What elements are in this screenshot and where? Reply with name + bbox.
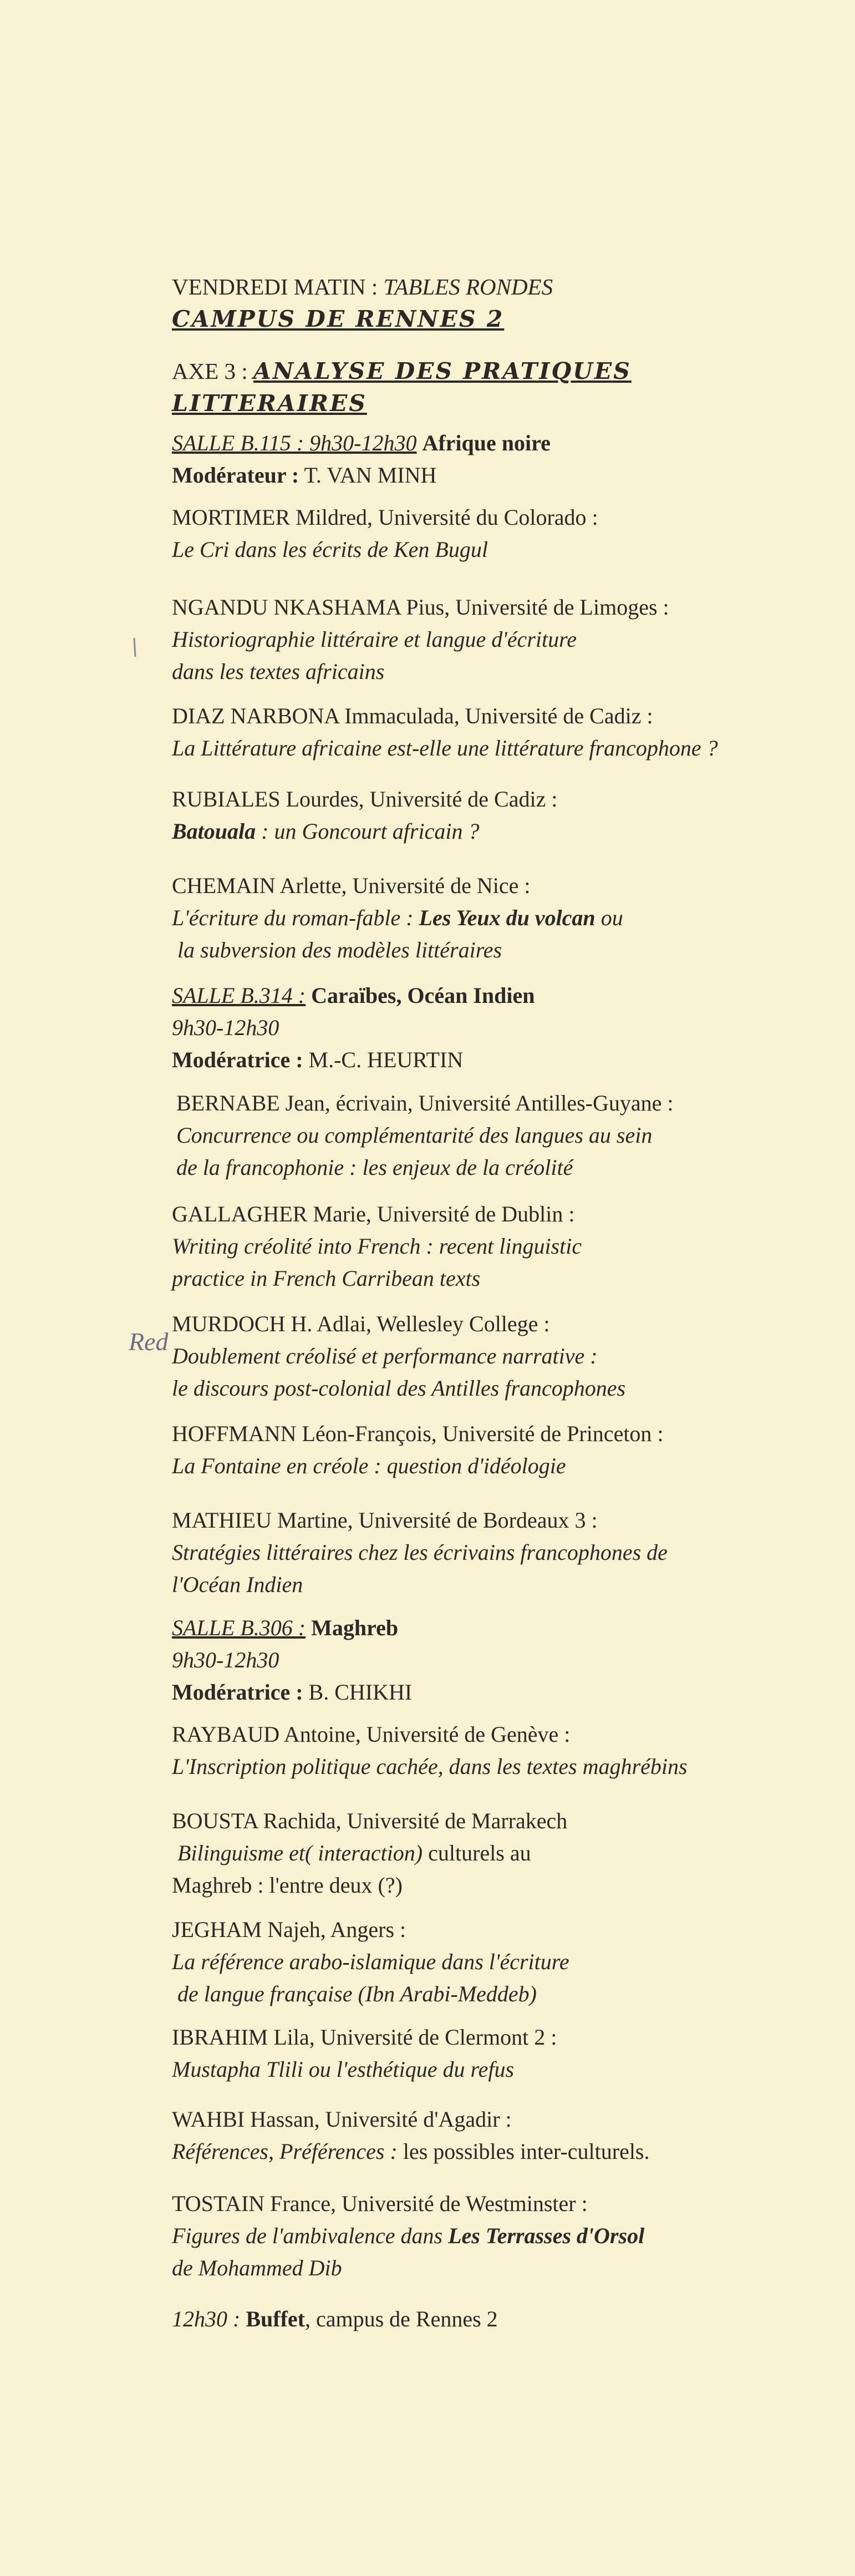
entry-author: RAYBAUD Antoine, Université de Genève : <box>172 1722 571 1747</box>
room-1-moderator-label: Modérateur : <box>172 463 299 488</box>
axe-prefix: AXE 3 : <box>172 358 248 384</box>
entry-author: IBRAHIM Lila, Université de Clermont 2 : <box>172 2025 557 2050</box>
room-3-header <box>172 1612 804 1708</box>
list-item <box>172 591 804 688</box>
book-title: Batouala <box>172 819 256 844</box>
list-item <box>172 1504 804 1601</box>
list-item <box>172 1914 804 2010</box>
header <box>172 271 804 335</box>
list-item <box>172 783 804 848</box>
entry-author: BOUSTA Rachida, Université de Marrakech <box>172 1808 568 1833</box>
list-item <box>172 501 804 566</box>
list-item <box>172 870 804 966</box>
entry-author: DIAZ NARBONA Immaculada, Université de Cadiz : <box>172 703 653 728</box>
entry-title-tail: les possibles inter-culturels. <box>397 2139 650 2164</box>
entry-title-continued: le discours post-colonial des Antilles francophones <box>172 1376 626 1401</box>
entry-author: BERNABE Jean, écrivain, Université Antilles-Guyane : <box>176 1091 674 1115</box>
header-session: TABLES RONDES <box>383 274 553 300</box>
room-1-topic: Afrique noire <box>422 430 551 455</box>
list-item <box>172 2188 804 2284</box>
header-day: VENDREDI MATIN : <box>172 274 378 300</box>
list-item <box>172 1805 804 1901</box>
entry-author: CHEMAIN Arlette, Université de Nice : <box>172 873 531 898</box>
entry-title-continued: l'Océan Indien <box>172 1572 303 1597</box>
entry-author: JEGHAM Najeh, Angers : <box>172 1917 406 1942</box>
entry-author: GALLAGHER Marie, Université de Dublin : <box>172 1201 575 1226</box>
entry-title: La Littérature africaine est-elle une littérature francophone ? <box>172 736 718 760</box>
entry-title-continued: la subversion des modèles littéraires <box>177 937 502 962</box>
list-item <box>172 2021 804 2086</box>
buffet-line <box>172 2303 804 2335</box>
header-day-line <box>172 271 804 303</box>
room-1-header <box>172 427 804 491</box>
list-item <box>176 1087 808 1184</box>
entry-title: Mustapha Tlili ou l'esthétique du refus <box>172 2057 515 2082</box>
axe-heading <box>172 355 804 419</box>
entry-title: Writing créolité into French : recent linguistic <box>172 1234 582 1259</box>
list-item <box>172 1718 804 1783</box>
entry-title: Historiographie littéraire et langue d'écriture <box>172 627 577 652</box>
room-2-header <box>172 980 804 1076</box>
room-2-moderator-label: Modératrice : <box>172 1047 303 1072</box>
entry-author: MURDOCH H. Adlai, Wellesley College : <box>172 1311 550 1336</box>
entry-title-continued: de Mohammed Dib <box>172 2255 342 2280</box>
room-1-moderator-name: T. VAN MINH <box>304 463 437 488</box>
entry-author: HOFFMANN Léon-François, Université de Princeton : <box>172 1421 664 1446</box>
entry-title: La Fontaine en créole : question d'idéologie <box>172 1453 566 1478</box>
room-3-salle: SALLE B.306 : <box>172 1615 306 1640</box>
entry-title-continued: practice in French Carribean texts <box>172 1266 481 1291</box>
entry-author: MORTIMER Mildred, Université du Colorado : <box>172 505 598 530</box>
room-3-topic: Maghreb <box>311 1615 399 1640</box>
pencil-mark-icon <box>131 636 139 660</box>
book-title: Les Terrasses d'Orsol <box>448 2223 645 2248</box>
entry-title: Doublement créolisé et performance narrative : <box>172 1343 598 1368</box>
entry-title-tail: ou <box>595 905 623 930</box>
entry-author: RUBIALES Lourdes, Université de Cadiz : <box>172 787 558 812</box>
entry-title: Bilinguisme et( interaction) <box>177 1840 423 1865</box>
entry-title: Références, Préférences : <box>172 2139 398 2164</box>
list-item <box>172 700 804 764</box>
entry-title: Concurrence ou complémentarité des langues au sein <box>176 1123 653 1148</box>
book-title: Les Yeux du volcan <box>419 905 596 930</box>
room-2-moderator-name: M.-C. HEURTIN <box>308 1047 464 1072</box>
entry-title: Figures de l'ambivalence dans <box>172 2223 449 2248</box>
room-2-topic: Caraïbes, Océan Indien <box>311 983 535 1008</box>
list-item <box>172 1198 804 1295</box>
entry-author: NGANDU NKASHAMA Pius, Université de Limoges : <box>172 595 669 620</box>
entry-title-continued: de langue française (Ibn Arabi-Meddeb) <box>177 1981 537 2006</box>
entry-title: Le Cri dans les écrits de Ken Bugul <box>172 537 488 562</box>
entry-author: MATHIEU Martine, Université de Bordeaux 3 : <box>172 1508 598 1533</box>
list-item <box>172 1418 804 1482</box>
room-3-time: 9h30-12h30 <box>172 1647 279 1672</box>
buffet-location: , campus de Rennes 2 <box>304 2306 498 2331</box>
room-1-salle: SALLE B.115 : 9h30-12h30 <box>172 430 417 455</box>
entry-title: Stratégies littéraires chez les écrivains francophones de <box>172 1540 668 1565</box>
room-2-salle: SALLE B.314 : <box>172 983 306 1008</box>
list-item <box>172 2103 804 2168</box>
entry-author: TOSTAIN France, Université de Westminster : <box>172 2191 588 2216</box>
entry-author: WAHBI Hassan, Université d'Agadir : <box>172 2107 512 2132</box>
entry-title-continued: Maghreb : l'entre deux (?) <box>172 1873 403 1898</box>
entry-title: L'écriture du roman-fable : <box>172 905 419 930</box>
room-3-moderator-label: Modératrice : <box>172 1680 303 1705</box>
room-2-time: 9h30-12h30 <box>172 1015 279 1040</box>
entry-title: : un Goncourt africain ? <box>256 819 480 844</box>
axe-title: ANALYSE DES PRATIQUES LITTERAIRES <box>172 358 632 417</box>
buffet-time: 12h30 : <box>172 2306 241 2331</box>
campus-title: CAMPUS DE RENNES 2 <box>172 306 505 332</box>
list-item <box>172 1308 804 1404</box>
entry-title: L'Inscription politique cachée, dans les textes maghrébins <box>172 1754 688 1779</box>
entry-title-tail: culturels au <box>423 1840 531 1865</box>
entry-title-continued: dans les textes africains <box>172 659 385 684</box>
entry-title: La référence arabo-islamique dans l'écriture <box>172 1949 569 1974</box>
buffet-label: Buffet <box>246 2306 305 2331</box>
handwritten-note: Red <box>129 1327 169 1356</box>
entry-title-continued: de la francophonie : les enjeux de la créolité <box>176 1155 573 1180</box>
room-3-moderator-name: B. CHIKHI <box>308 1680 413 1705</box>
